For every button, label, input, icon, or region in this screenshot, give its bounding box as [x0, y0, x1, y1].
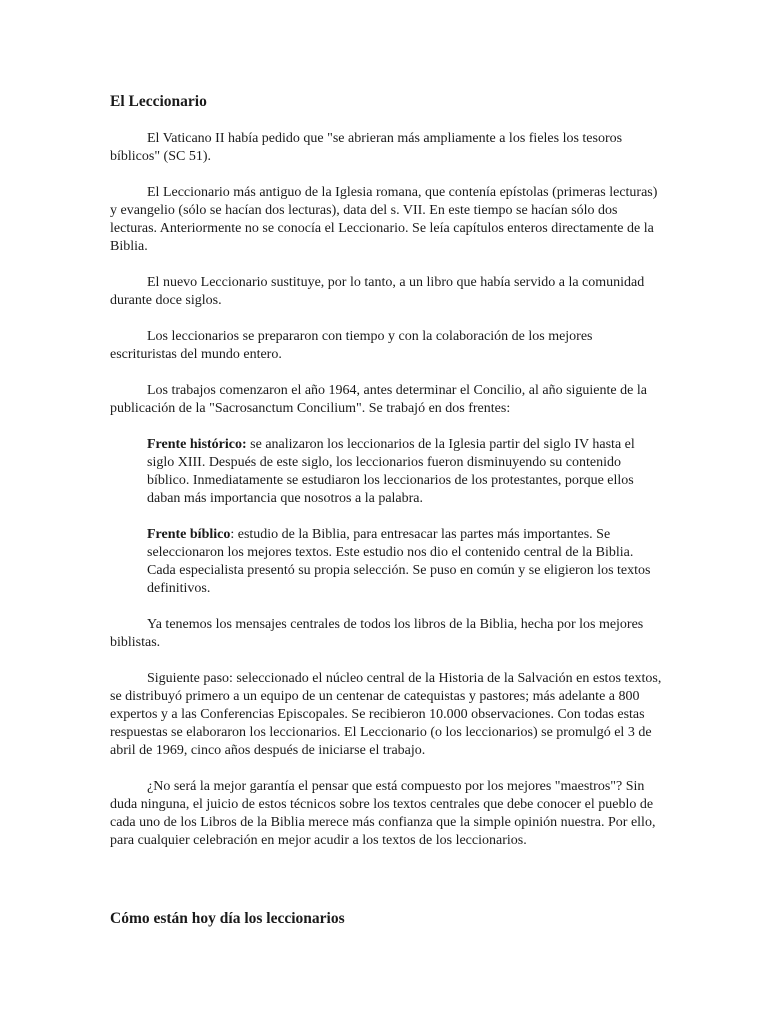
front-historico-text: se analizaron los leccionarios de la Iglesia partir del siglo IV hasta el siglo XIII. Después de este siglo, los leccionarios fueron disminuyendo su contenido bíblico. Inmediatamente se estudiaron los leccionarios de los protestantes, porque ellos daban más importancia que nosotros a la palabra. — [147, 437, 635, 506]
section-heading: Cómo están hoy día los leccionarios — [110, 910, 345, 927]
paragraph-5: Los trabajos comenzaron el año 1964, antes determinar el Concilio, al año siguiente de la publicación de la "Sacrosanctum Concilium". Se trabajó en dos frentes: — [110, 383, 647, 416]
paragraph-4: Los leccionarios se prepararon con tiempo y con la colaboración de los mejores escrituristas del mundo entero. — [110, 329, 593, 362]
front-historico-label: Frente histórico: — [147, 437, 247, 452]
paragraph-6: Ya tenemos los mensajes centrales de todos los libros de la Biblia, hecha por los mejores biblistas. — [110, 617, 644, 650]
document-page — [110, 0, 662, 928]
front-biblico — [147, 526, 662, 598]
paragraph-8: ¿No será la mejor garantía el pensar que está compuesto por los mejores "maestros"? Sin duda ninguna, el juicio de estos técnicos sobre los textos centrales que debe conocer el pueblo de cada uno de los Libros de la Biblia merece más confianza que la simple opinión nuestra. Por ello, para cualquier celebración en mejor acudir a los textos de los leccionarios. — [110, 779, 656, 848]
front-historico — [147, 436, 662, 508]
paragraph-1: El Vaticano II había pedido que "se abrieran más ampliamente a los fieles los tesoros bíblicos" (SC 51). — [110, 131, 623, 164]
front-biblico-label: Frente bíblico — [147, 527, 231, 542]
paragraph-2: El Leccionario más antiguo de la Iglesia romana, que contenía epístolas (primeras lecturas) y evangelio (sólo se hacían dos lecturas), data del s. VII. En este tiempo se hacían sólo dos lecturas. Anteriormente no se conocía el Leccionario. Se leía capítulos enteros directamente de la Biblia. — [110, 185, 658, 254]
front-biblico-text: : estudio de la Biblia, para entresacar las partes más importantes. Se seleccionaron los mejores textos. Este estudio nos dio el contenido central de la Biblia. Cada especialista presentó su propia selección. Se puso en común y se eligieron los textos definitivos. — [147, 527, 651, 596]
paragraph-3: El nuevo Leccionario sustituye, por lo tanto, a un libro que había servido a la comunidad durante doce siglos. — [110, 275, 645, 308]
page-title: El Leccionario — [110, 93, 207, 110]
paragraph-7: Siguiente paso: seleccionado el núcleo central de la Historia de la Salvación en estos textos, se distribuyó primero a un equipo de un centenar de catequistas y pastores; más adelante a 800 expertos y a las Conferencias Episcopales. Se recibieron 10.000 observaciones. Con todas estas respuestas se elaboraron los leccionarios. El Leccionario (o los leccionarios) se promulgó el 3 de abril de 1969, cinco años después de iniciarse el trabajo. — [110, 671, 662, 758]
